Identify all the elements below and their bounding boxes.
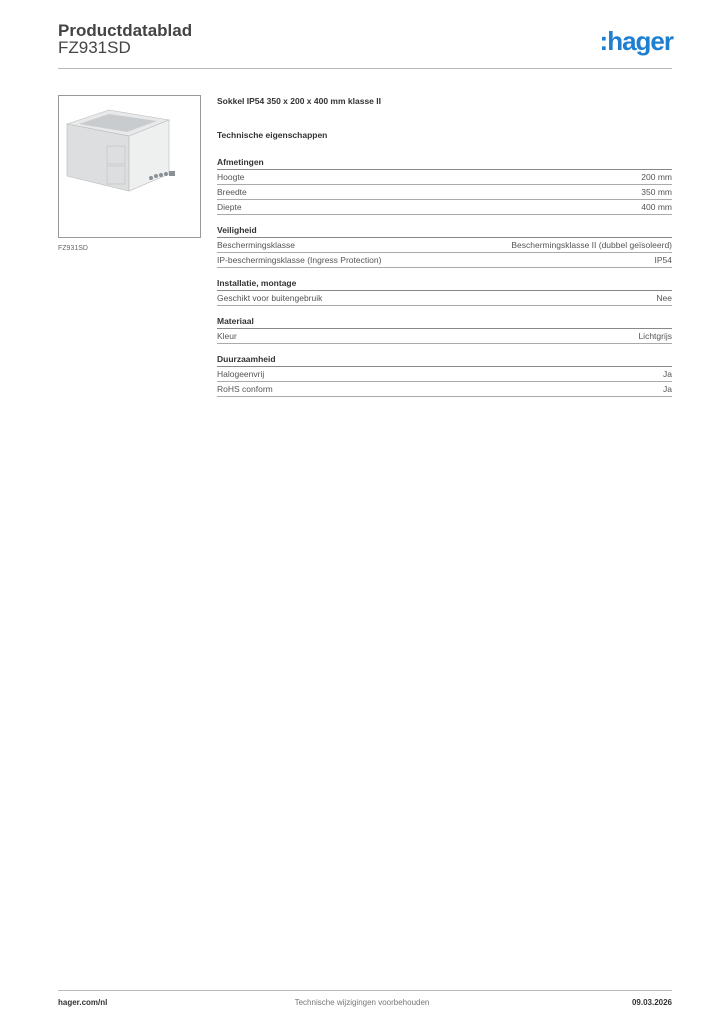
spec-value: IP54 (654, 255, 672, 265)
footer-website[interactable]: hager.com/nl (58, 998, 108, 1007)
spec-value: 350 mm (641, 187, 672, 197)
spec-group (217, 352, 672, 397)
product-name: Sokkel IP54 350 x 200 x 400 mm klasse II (217, 96, 381, 106)
footer-date: 09.03.2026 (631, 998, 672, 1007)
footer-divider (58, 990, 672, 991)
spec-label: IP-beschermingsklasse (Ingress Protection) (217, 255, 382, 265)
spec-group-title: Installatie, montage (217, 276, 672, 291)
header-divider (58, 68, 672, 69)
spec-group-title: Duurzaamheid (217, 352, 672, 367)
footer-note: Technische wijzigingen voorbehouden (294, 998, 430, 1007)
spec-group (217, 276, 672, 306)
spec-group (217, 155, 672, 215)
spec-row (217, 329, 672, 344)
spec-group-title: Afmetingen (217, 155, 672, 170)
spec-row (217, 170, 672, 185)
product-code: FZ931SD (58, 38, 131, 57)
product-image (58, 95, 201, 238)
spec-label: Kleur (217, 331, 237, 341)
spec-value: 400 mm (641, 202, 672, 212)
spec-label: RoHS conform (217, 384, 273, 394)
spec-value: Lichtgrijs (638, 331, 672, 341)
spec-label: Breedte (217, 187, 247, 197)
spec-label: Halogeenvrij (217, 369, 265, 379)
spec-row (217, 185, 672, 200)
spec-row (217, 291, 672, 306)
spec-group-title: Materiaal (217, 314, 672, 329)
image-caption: FZ931SD (58, 245, 88, 252)
spec-row (217, 200, 672, 215)
section-title: Technische eigenschappen (217, 130, 328, 140)
spec-value: Nee (656, 293, 672, 303)
spec-group-title: Veiligheid (217, 223, 672, 238)
spec-label: Diepte (217, 202, 242, 212)
page-title: Productdatablad (58, 21, 193, 40)
spec-group (217, 223, 672, 268)
spec-value: Ja (663, 369, 672, 379)
spec-row (217, 253, 672, 268)
spec-value: 200 mm (641, 172, 672, 182)
spec-row (217, 238, 672, 253)
specs-column (217, 96, 672, 405)
spec-label: Geschikt voor buitengebruik (217, 293, 323, 303)
hager-logo: :hager (599, 26, 673, 56)
spec-group (217, 314, 672, 344)
spec-value: Ja (663, 384, 672, 394)
spec-row (217, 382, 672, 397)
spec-label: Hoogte (217, 172, 245, 182)
spec-label: Beschermingsklasse (217, 240, 295, 250)
spec-row (217, 367, 672, 382)
spec-value: Beschermingsklasse II (dubbel geïsoleerd) (511, 240, 672, 250)
